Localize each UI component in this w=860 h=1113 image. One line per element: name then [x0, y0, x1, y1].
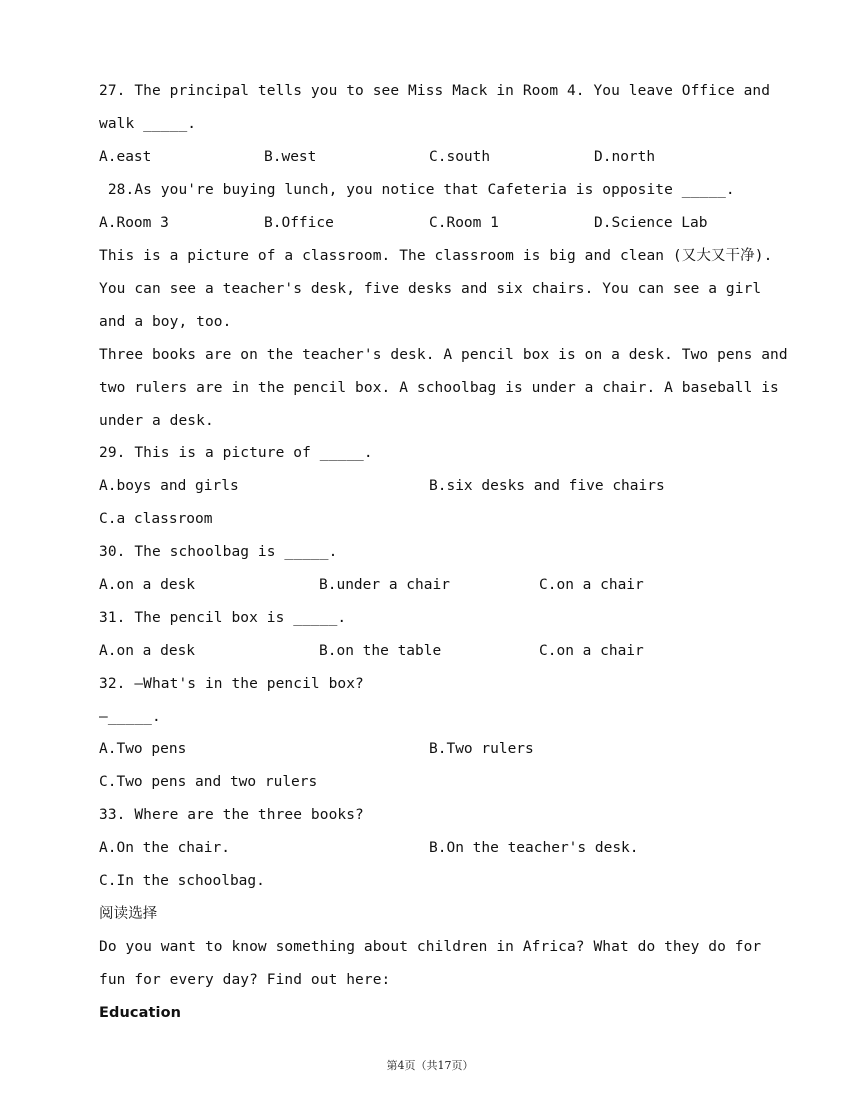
passage-line-3: and a boy, too. — [99, 314, 232, 330]
passage-line-6: under a desk. — [99, 413, 214, 429]
q30-option-c: C.on a chair — [539, 577, 644, 593]
q28-stem: 28.As you're buying lunch, you notice that Cafeteria is opposite _____. — [99, 182, 735, 198]
q33-option-a: A.On the chair. — [99, 840, 230, 856]
q31-option-b: B.on the table — [319, 643, 442, 659]
q31-option-a: A.on a desk — [99, 643, 196, 659]
q30-option-a: A.on a desk — [99, 577, 196, 593]
section-subheading: Education — [99, 1005, 182, 1021]
q30-option-b: B.under a chair — [319, 577, 450, 593]
section-intro-line2: fun for every day? Find out here: — [99, 972, 391, 988]
passage-line-4: Three books are on the teacher's desk. A pencil box is on a desk. Two pens and — [99, 347, 788, 363]
q31-option-c: C.on a chair — [539, 643, 644, 659]
q33-option-c: C.In the schoolbag. — [99, 873, 265, 889]
q28-option-a: A.Room 3 — [99, 215, 169, 231]
q33-option-b: B.On the teacher's desk. — [429, 840, 639, 856]
q32-option-b: B.Two rulers — [429, 741, 534, 757]
q27-stem-line2: walk _____. — [99, 116, 197, 132]
q28-option-d: D.Science Lab — [594, 215, 708, 231]
q29-option-a: A.boys and girls — [99, 478, 239, 494]
q27-option-b: B.west — [264, 149, 317, 165]
passage-line-1: This is a picture of a classroom. The classroom is big and clean (又大又干净). — [99, 248, 773, 264]
q27-option-c: C.south — [429, 149, 491, 165]
q27-option-a: A.east — [99, 149, 152, 165]
passage-line-2: You can see a teacher's desk, five desks and six chairs. You can see a girl — [99, 281, 762, 297]
q27-stem-line1: 27. The principal tells you to see Miss Mack in Room 4. You leave Office and — [99, 83, 771, 99]
section-intro-line1: Do you want to know something about children in Africa? What do they do for — [99, 939, 762, 955]
q28-option-c: C.Room 1 — [429, 215, 499, 231]
q27-option-d: D.north — [594, 149, 656, 165]
section-heading: 阅读选择 — [99, 906, 158, 922]
q33-stem: 33. Where are the three books? — [99, 807, 364, 823]
q30-stem: 30. The schoolbag is _____. — [99, 544, 338, 560]
q31-stem: 31. The pencil box is _____. — [99, 610, 347, 626]
passage-line-5: two rulers are in the pencil box. A schoolbag is under a chair. A baseball is — [99, 380, 779, 396]
q29-option-b: B.six desks and five chairs — [429, 478, 665, 494]
q29-option-c: C.a classroom — [99, 511, 213, 527]
q32-option-c: C.Two pens and two rulers — [99, 774, 318, 790]
page-footer: 第4页（共17页） — [386, 1059, 474, 1072]
q32-answer-line: —_____. — [99, 709, 161, 725]
q28-option-b: B.Office — [264, 215, 334, 231]
q32-option-a: A.Two pens — [99, 741, 187, 757]
q32-stem: 32. —What's in the pencil box? — [99, 676, 364, 692]
q29-stem: 29. This is a picture of _____. — [99, 445, 373, 461]
